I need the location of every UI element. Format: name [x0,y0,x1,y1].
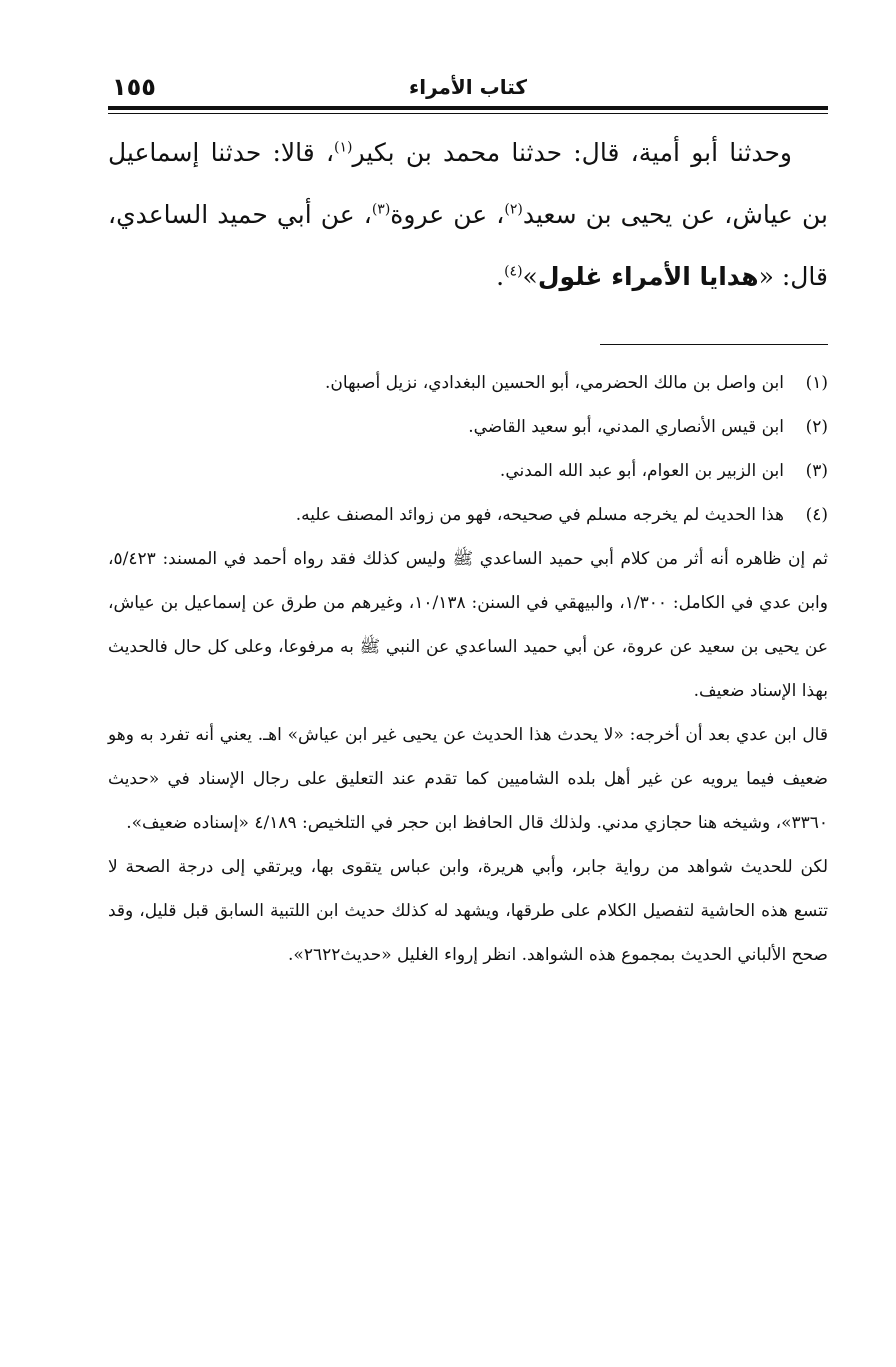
hadith-paragraph [108,122,828,308]
footnote-separator [600,344,828,345]
footnotes [108,361,828,977]
page-header [108,70,828,104]
footnote-number: (٣) [805,461,828,481]
footnote-number: (٤) [805,505,828,525]
footnote-number: (١) [805,373,828,393]
footnote [108,493,828,537]
hadith-text: هدايا الأمراء غلول [537,262,759,291]
text-segment: ، قالا: حدثنا إسماعيل بن عياش، عن يحيى بن سعيد [108,138,829,229]
footnote-commentary [108,537,828,977]
main-text [108,122,828,308]
text-segment: ، عن أبي حميد الساعدي، قال: « [108,200,828,291]
page-number: ١٥٥ [112,73,156,101]
text-segment: ، عن عروة [390,200,505,229]
footnote-marker: (٣) [371,201,391,218]
footnote-number: (٢) [805,417,828,437]
commentary-paragraph: لكن للحديث شواهد من رواية جابر، وأبي هريرة، وابن عباس يتقوى بها، ويرتقي إلى درجة الصحة لا تتسع هذه الحاشية لتفصيل الكلام على طرقها، ويشهد له كذلك حديث ابن اللتبية السابق قبل قليل، وقد صحح الألباني الحديث بمجموع هذه الشواهد. انظر إرواء الغليل «حديث٢٦٢٢». [108,857,828,965]
text-segment: . [496,262,505,291]
footnote-marker: (٢) [504,201,523,218]
header-rule-thick [108,106,828,110]
footnote-text: هذا الحديث لم يخرجه مسلم في صحيحه، فهو من زوائد المصنف عليه. [295,505,784,525]
footnote-text: ابن الزبير بن العوام، أبو عبد الله المدني. [499,461,784,481]
commentary-paragraph: ثم إن ظاهره أنه أثر من كلام أبي حميد الساعدي ﷺ وليس كذلك فقد رواه أحمد في المسند: ٥/٤٢٣، وابن عدي في الكامل: ١/٣٠٠، والبيهقي في السنن: ١٠/١٣٨، وغيرهم من طرق عن إسماعيل بن عياش، عن يحيى بن سعيد عن عروة، عن أبي حميد الساعدي عن النبي ﷺ به مرفوعا، وعلى كل حال فالحديث بهذا الإسناد ضعيف. [108,549,828,701]
text-segment: » [522,262,538,291]
footnote [108,361,828,405]
running-title: كتاب الأمراء [408,75,528,99]
commentary-paragraph: قال ابن عدي بعد أن أخرجه: «لا يحدث هذا الحديث عن يحيى غير ابن عياش» اهـ. يعني أنه تفرد به وهو ضعيف فيما يرويه عن غير أهل بلده الشاميين كما تقدم عند التعليق على رجال الإسناد في «حديث ٣٣٦٠»، وشيخه هنا حجازي مدني. ولذلك قال الحافظ ابن حجر في التلخيص: ٤/١٨٩ «إسناده ضعيف». [108,725,828,833]
footnote [108,449,828,493]
text-segment: وحدثنا أبو أمية، قال: حدثنا محمد بن بكير [352,138,792,167]
header-rule-thin [108,113,828,114]
footnote-marker: (٤) [504,263,523,280]
footnote-text: ابن واصل بن مالك الحضرمي، أبو الحسين البغدادي، نزيل أصبهان. [325,373,784,393]
footnote-marker: (١) [334,139,353,156]
footnote [108,405,828,449]
footnote-text: ابن قيس الأنصاري المدني، أبو سعيد القاضي. [468,417,784,437]
